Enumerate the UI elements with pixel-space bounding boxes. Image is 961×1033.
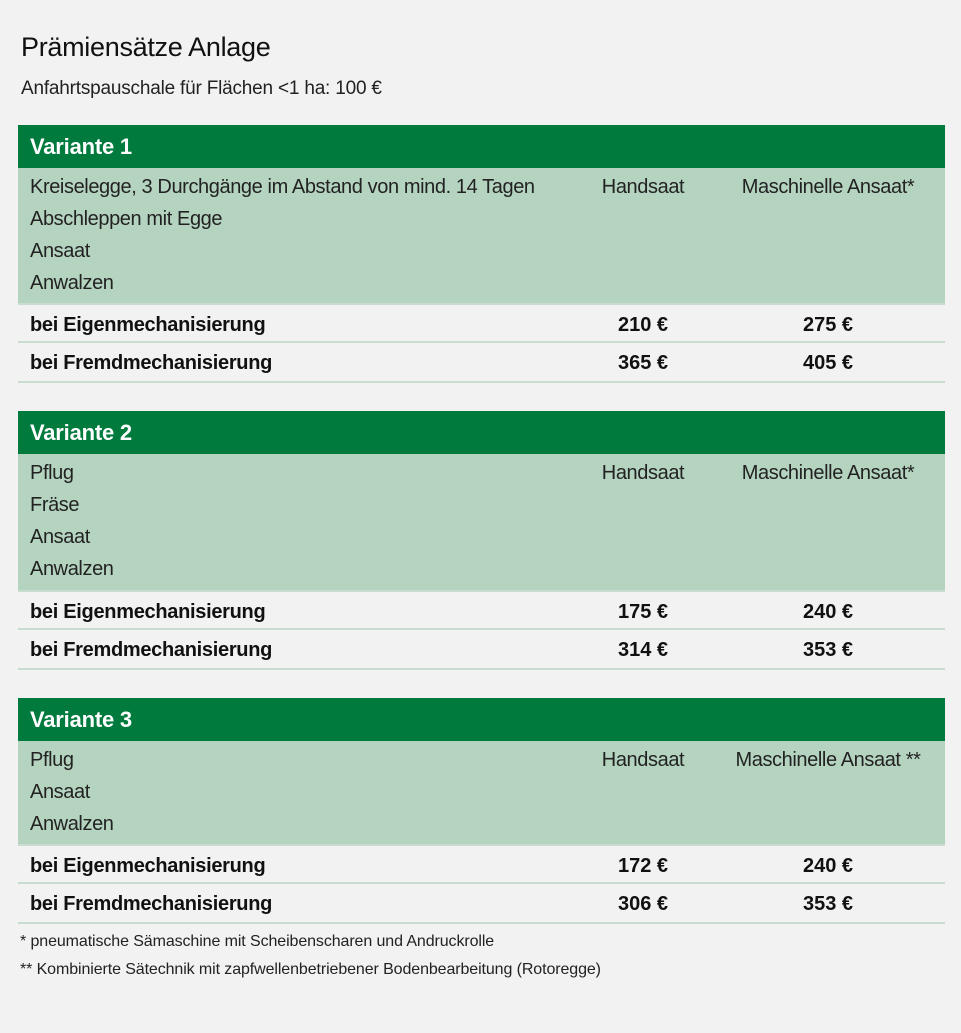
value-maschinelle-ansaat: 240 € <box>802 855 854 877</box>
column-header-maschinelle-ansaat: Maschinelle Ansaat* <box>741 462 915 484</box>
column-header-maschinelle-ansaat: Maschinelle Ansaat* <box>741 176 915 198</box>
table-row <box>18 844 945 884</box>
table-row <box>18 590 945 630</box>
row-label: bei Eigenmechanisierung <box>30 601 266 623</box>
value-handsaat: 365 € <box>617 352 669 374</box>
variant-3-header: Variante 3 <box>18 698 945 741</box>
column-header-maschinelle-ansaat: Maschinelle Ansaat ** <box>735 749 921 771</box>
variant-3-table <box>18 698 945 924</box>
value-maschinelle-ansaat: 405 € <box>802 352 854 374</box>
variant-1-table <box>18 125 945 383</box>
table-row <box>18 343 945 383</box>
step-item: Anwalzen <box>30 558 114 580</box>
page-subtitle: Anfahrtspauschale für Flächen <1 ha: 100 € <box>21 78 382 99</box>
step-item: Fräse <box>30 494 80 516</box>
variant-1-header: Variante 1 <box>18 125 945 168</box>
variant-3-spec <box>18 741 945 844</box>
step-item: Anwalzen <box>30 813 114 835</box>
value-handsaat: 175 € <box>617 601 669 623</box>
column-header-handsaat: Handsaat <box>601 176 685 198</box>
row-label: bei Eigenmechanisierung <box>30 855 266 877</box>
row-label: bei Fremdmechanisierung <box>30 352 273 374</box>
table-row <box>18 630 945 670</box>
value-maschinelle-ansaat: 275 € <box>802 314 854 336</box>
step-item: Ansaat <box>30 526 90 548</box>
value-handsaat: 210 € <box>617 314 669 336</box>
table-row <box>18 303 945 343</box>
row-label: bei Fremdmechanisierung <box>30 893 273 915</box>
variant-2-header: Variante 2 <box>18 411 945 454</box>
step-item: Pflug <box>30 749 74 771</box>
step-item: Kreiselegge, 3 Durchgänge im Abstand von mind. 14 Tagen <box>30 176 535 198</box>
row-label: bei Eigenmechanisierung <box>30 314 266 336</box>
table-row <box>18 884 945 924</box>
value-handsaat: 306 € <box>617 893 669 915</box>
variant-2-table <box>18 411 945 670</box>
step-item: Anwalzen <box>30 272 114 294</box>
step-item: Pflug <box>30 462 74 484</box>
step-item: Abschleppen mit Egge <box>30 208 223 230</box>
variant-2-spec <box>18 454 945 590</box>
variant-1-spec <box>18 168 945 303</box>
step-item: Ansaat <box>30 781 90 803</box>
value-maschinelle-ansaat: 353 € <box>802 893 854 915</box>
row-label: bei Fremdmechanisierung <box>30 639 273 661</box>
footnote-single-asterisk: * pneumatische Sämaschine mit Scheibenscharen und Andruckrolle <box>20 933 495 950</box>
value-maschinelle-ansaat: 353 € <box>802 639 854 661</box>
column-header-handsaat: Handsaat <box>601 749 685 771</box>
page-title: Prämiensätze Anlage <box>21 32 271 62</box>
variant-1-steps <box>30 171 590 299</box>
value-handsaat: 172 € <box>617 855 669 877</box>
variant-3-steps <box>30 744 590 840</box>
variant-2-steps <box>30 457 590 585</box>
footnote-double-asterisk: ** Kombinierte Sätechnik mit zapfwellenbetriebener Bodenbearbeitung (Rotoregge) <box>20 961 601 978</box>
step-item: Ansaat <box>30 240 90 262</box>
column-header-handsaat: Handsaat <box>601 462 685 484</box>
value-maschinelle-ansaat: 240 € <box>802 601 854 623</box>
value-handsaat: 314 € <box>617 639 669 661</box>
